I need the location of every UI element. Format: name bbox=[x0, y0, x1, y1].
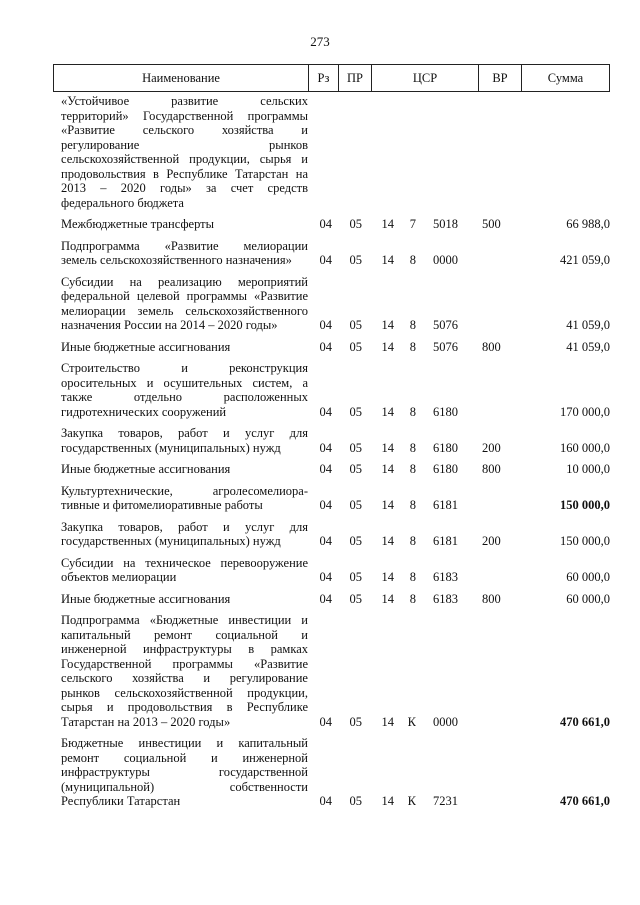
row-name-line: (муниципальной) собственности bbox=[61, 779, 308, 794]
cell-sum: 160 000,0 bbox=[560, 440, 610, 455]
cell-csr-3: 6180 bbox=[433, 462, 458, 476]
cell-csr-3: 5076 bbox=[433, 339, 458, 354]
cell-rz: 04 bbox=[319, 794, 332, 808]
cell-csr-3: 6181 bbox=[433, 498, 458, 512]
row-name-line: Иные бюджетные ассигнования bbox=[61, 339, 231, 354]
table-row bbox=[53, 592, 610, 607]
row-name-line: инфраструктуры государственной bbox=[61, 765, 308, 779]
cell-pr: 05 bbox=[349, 318, 362, 332]
row-name-line: Строительство и реконструкция bbox=[61, 361, 308, 375]
cell-csr-1: 14 bbox=[381, 498, 394, 512]
table-row bbox=[53, 275, 610, 333]
cell-csr-1: 14 bbox=[381, 253, 394, 267]
row-name-line: федерального бюджета bbox=[61, 195, 184, 210]
row-name-line: Подпрограмма «Развитие мелиорации bbox=[61, 238, 308, 253]
row-name-line: Субсидии на техническое перевооружение bbox=[61, 555, 308, 570]
cell-rz: 04 bbox=[319, 462, 332, 476]
cell-csr-3: 0000 bbox=[433, 253, 458, 267]
cell-csr-2: 8 bbox=[409, 318, 416, 332]
table-row bbox=[53, 239, 610, 268]
cell-sum: 470 661,0 bbox=[560, 714, 610, 729]
cell-csr-2: 8 bbox=[409, 591, 416, 606]
cell-pr: 05 bbox=[349, 404, 362, 419]
cell-pr: 05 bbox=[349, 440, 362, 455]
header-rz: Рз bbox=[309, 65, 339, 91]
cell-csr-1: 14 bbox=[381, 534, 394, 548]
cell-rz: 04 bbox=[319, 714, 332, 729]
row-name-line: рынков сельскохозяйственной продукции, bbox=[61, 685, 308, 700]
cell-sum: 60 000,0 bbox=[566, 591, 610, 606]
cell-csr-2: 7 bbox=[409, 217, 416, 231]
table-row bbox=[53, 520, 610, 549]
row-name bbox=[53, 361, 308, 419]
cell-csr-1: 14 bbox=[381, 404, 394, 419]
row-name-line: гидротехнических сооружений bbox=[61, 404, 227, 419]
row-name-line: Республики Татарстан bbox=[61, 794, 181, 808]
cell-rz: 04 bbox=[319, 217, 332, 231]
row-name-line: «Развитие сельского хозяйства и bbox=[61, 123, 308, 137]
row-name bbox=[53, 484, 308, 513]
cell-rz: 04 bbox=[319, 498, 332, 512]
cell-csr-2: 8 bbox=[409, 570, 416, 584]
row-name-line: Межбюджетные трансферты bbox=[61, 217, 215, 231]
row-name-line: Субсидии на реализацию мероприятий bbox=[61, 274, 308, 289]
row-name bbox=[53, 426, 308, 455]
header-name: Наименование bbox=[54, 65, 309, 91]
cell-pr: 05 bbox=[349, 591, 362, 606]
row-name-line: продовольствия в Республике Татарстан на bbox=[61, 166, 308, 181]
row-name-line: государственных (муниципальных) нужд bbox=[61, 534, 281, 548]
cell-csr-3: 6180 bbox=[433, 440, 458, 455]
cell-csr-3: 7231 bbox=[433, 794, 458, 808]
row-name bbox=[53, 239, 308, 268]
cell-rz: 04 bbox=[319, 591, 332, 606]
row-name-line: сырья и продовольствия в Республике bbox=[61, 700, 308, 714]
cell-vr: 800 bbox=[482, 462, 501, 476]
cell-sum: 421 059,0 bbox=[560, 253, 610, 267]
row-name-line: Иные бюджетные ассигнования bbox=[61, 462, 231, 476]
cell-csr-2: 8 bbox=[409, 404, 416, 419]
table-body bbox=[53, 94, 610, 809]
cell-rz: 04 bbox=[319, 318, 332, 332]
cell-csr-1: 14 bbox=[381, 462, 394, 476]
cell-sum: 150 000,0 bbox=[560, 534, 610, 548]
table-row bbox=[53, 462, 610, 477]
row-name bbox=[53, 217, 308, 232]
cell-csr-2: 8 bbox=[409, 498, 416, 512]
row-name-line: сельского хозяйства и регулирование bbox=[61, 671, 308, 685]
cell-csr-3: 6181 bbox=[433, 534, 458, 548]
row-name-line: Государственной программы «Развитие bbox=[61, 656, 308, 671]
row-name-line: Закупка товаров, работ и услуг для bbox=[61, 519, 308, 534]
table-row bbox=[53, 94, 610, 210]
row-name bbox=[53, 275, 308, 333]
cell-csr-1: 14 bbox=[381, 217, 394, 231]
cell-sum: 41 059,0 bbox=[566, 318, 610, 332]
row-name-line: 2013 – 2020 годы» за счет средств bbox=[61, 181, 308, 195]
row-name-line: Культуртехнические, агролесомелиора- bbox=[61, 483, 308, 498]
row-name-line: инженерной инфраструктуры в рамках bbox=[61, 642, 308, 656]
row-name-line: сельскохозяйственной продукции, сырья и bbox=[61, 152, 308, 166]
cell-sum: 150 000,0 bbox=[560, 498, 610, 512]
row-name bbox=[53, 520, 308, 549]
row-name-line: «Устойчивое развитие сельских bbox=[61, 94, 308, 108]
cell-csr-1: 14 bbox=[381, 440, 394, 455]
cell-vr: 500 bbox=[482, 217, 501, 231]
cell-sum: 170 000,0 bbox=[560, 404, 610, 419]
row-name bbox=[53, 462, 308, 477]
cell-csr-2: 8 bbox=[409, 440, 416, 455]
cell-sum: 470 661,0 bbox=[560, 794, 610, 808]
cell-csr-3: 0000 bbox=[433, 714, 458, 729]
header-vr: ВР bbox=[479, 65, 522, 91]
cell-pr: 05 bbox=[349, 714, 362, 729]
page-number: 273 bbox=[310, 34, 330, 49]
cell-pr: 05 bbox=[349, 253, 362, 267]
row-name-line: Бюджетные инвестиции и капитальный bbox=[61, 736, 308, 750]
row-name bbox=[53, 340, 308, 355]
cell-rz: 04 bbox=[319, 339, 332, 354]
row-name-line: тивные и фитомелиоративные работы bbox=[61, 498, 263, 512]
cell-sum: 60 000,0 bbox=[566, 570, 610, 584]
cell-rz: 04 bbox=[319, 440, 332, 455]
row-name-line: территорий» Государственной программы bbox=[61, 108, 308, 123]
cell-csr-1: 14 bbox=[381, 318, 394, 332]
row-name bbox=[53, 94, 308, 210]
row-name bbox=[53, 736, 308, 809]
cell-pr: 05 bbox=[349, 217, 362, 231]
cell-rz: 04 bbox=[319, 404, 332, 419]
header-sum: Сумма bbox=[547, 70, 584, 85]
row-name-line: Закупка товаров, работ и услуг для bbox=[61, 426, 308, 440]
row-name bbox=[53, 613, 308, 729]
cell-rz: 04 bbox=[319, 570, 332, 584]
cell-pr: 05 bbox=[349, 498, 362, 512]
row-name-line: оросительных и осушительных систем, а bbox=[61, 375, 308, 390]
table-row bbox=[53, 340, 610, 355]
cell-csr-3: 5018 bbox=[433, 217, 458, 231]
cell-pr: 05 bbox=[349, 462, 362, 476]
row-name-line: Иные бюджетные ассигнования bbox=[61, 591, 231, 606]
cell-csr-2: 8 bbox=[409, 339, 416, 354]
row-name-line: мелиорации земель сельскохозяйственного bbox=[61, 303, 308, 318]
cell-rz: 04 bbox=[319, 534, 332, 548]
row-name-line: также отдельно расположенных bbox=[61, 390, 308, 404]
table-header bbox=[53, 64, 610, 92]
cell-pr: 05 bbox=[349, 570, 362, 584]
cell-csr-1: 14 bbox=[381, 570, 394, 584]
row-name-line: Подпрограмма «Бюджетные инвестиции и bbox=[61, 613, 308, 627]
cell-sum: 41 059,0 bbox=[566, 339, 610, 354]
row-name bbox=[53, 556, 308, 585]
table-row bbox=[53, 613, 610, 729]
cell-pr: 05 bbox=[349, 794, 362, 808]
row-name-line: ремонт социальной и инженерной bbox=[61, 750, 308, 765]
row-name-line: объектов мелиорации bbox=[61, 570, 177, 584]
cell-pr: 05 bbox=[349, 534, 362, 548]
cell-csr-3: 6183 bbox=[433, 570, 458, 584]
cell-vr: 800 bbox=[482, 591, 501, 606]
row-name-line: капитальный ремонт социальной и bbox=[61, 627, 308, 642]
table-row bbox=[53, 426, 610, 455]
table-row bbox=[53, 556, 610, 585]
cell-vr: 200 bbox=[482, 440, 501, 455]
row-name-line: федеральной целевой программы «Развитие bbox=[61, 289, 308, 303]
cell-csr-3: 5076 bbox=[433, 318, 458, 332]
table-row bbox=[53, 484, 610, 513]
row-name-line: государственных (муниципальных) нужд bbox=[61, 440, 281, 455]
cell-vr: 200 bbox=[482, 534, 501, 548]
cell-csr-1: 14 bbox=[381, 591, 394, 606]
row-name-line: земель сельскохозяйственного назначения» bbox=[61, 253, 292, 267]
cell-rz: 04 bbox=[319, 253, 332, 267]
row-name-line: регулирование рынков bbox=[61, 137, 308, 152]
row-name-line: назначения России на 2014 – 2020 годы» bbox=[61, 318, 278, 332]
cell-csr-2: К bbox=[407, 794, 416, 808]
table-row bbox=[53, 217, 610, 232]
cell-vr: 800 bbox=[482, 339, 501, 354]
cell-csr-2: 8 bbox=[409, 462, 416, 476]
header-pr: ПР bbox=[339, 65, 372, 91]
cell-csr-2: 8 bbox=[409, 253, 416, 267]
budget-table bbox=[53, 64, 610, 809]
row-name-line: Татарстан на 2013 – 2020 годы» bbox=[61, 714, 231, 729]
cell-sum: 66 988,0 bbox=[566, 217, 610, 231]
cell-csr-2: К bbox=[407, 714, 416, 729]
cell-csr-1: 14 bbox=[381, 794, 394, 808]
cell-csr-1: 14 bbox=[381, 714, 394, 729]
cell-sum: 10 000,0 bbox=[566, 462, 610, 476]
header-csr: ЦСР bbox=[372, 65, 479, 91]
row-name bbox=[53, 592, 308, 607]
cell-csr-1: 14 bbox=[381, 339, 394, 354]
cell-pr: 05 bbox=[349, 339, 362, 354]
cell-csr-3: 6183 bbox=[433, 591, 458, 606]
cell-csr-2: 8 bbox=[409, 534, 416, 548]
table-row bbox=[53, 736, 610, 809]
cell-csr-3: 6180 bbox=[433, 404, 458, 419]
table-row bbox=[53, 361, 610, 419]
